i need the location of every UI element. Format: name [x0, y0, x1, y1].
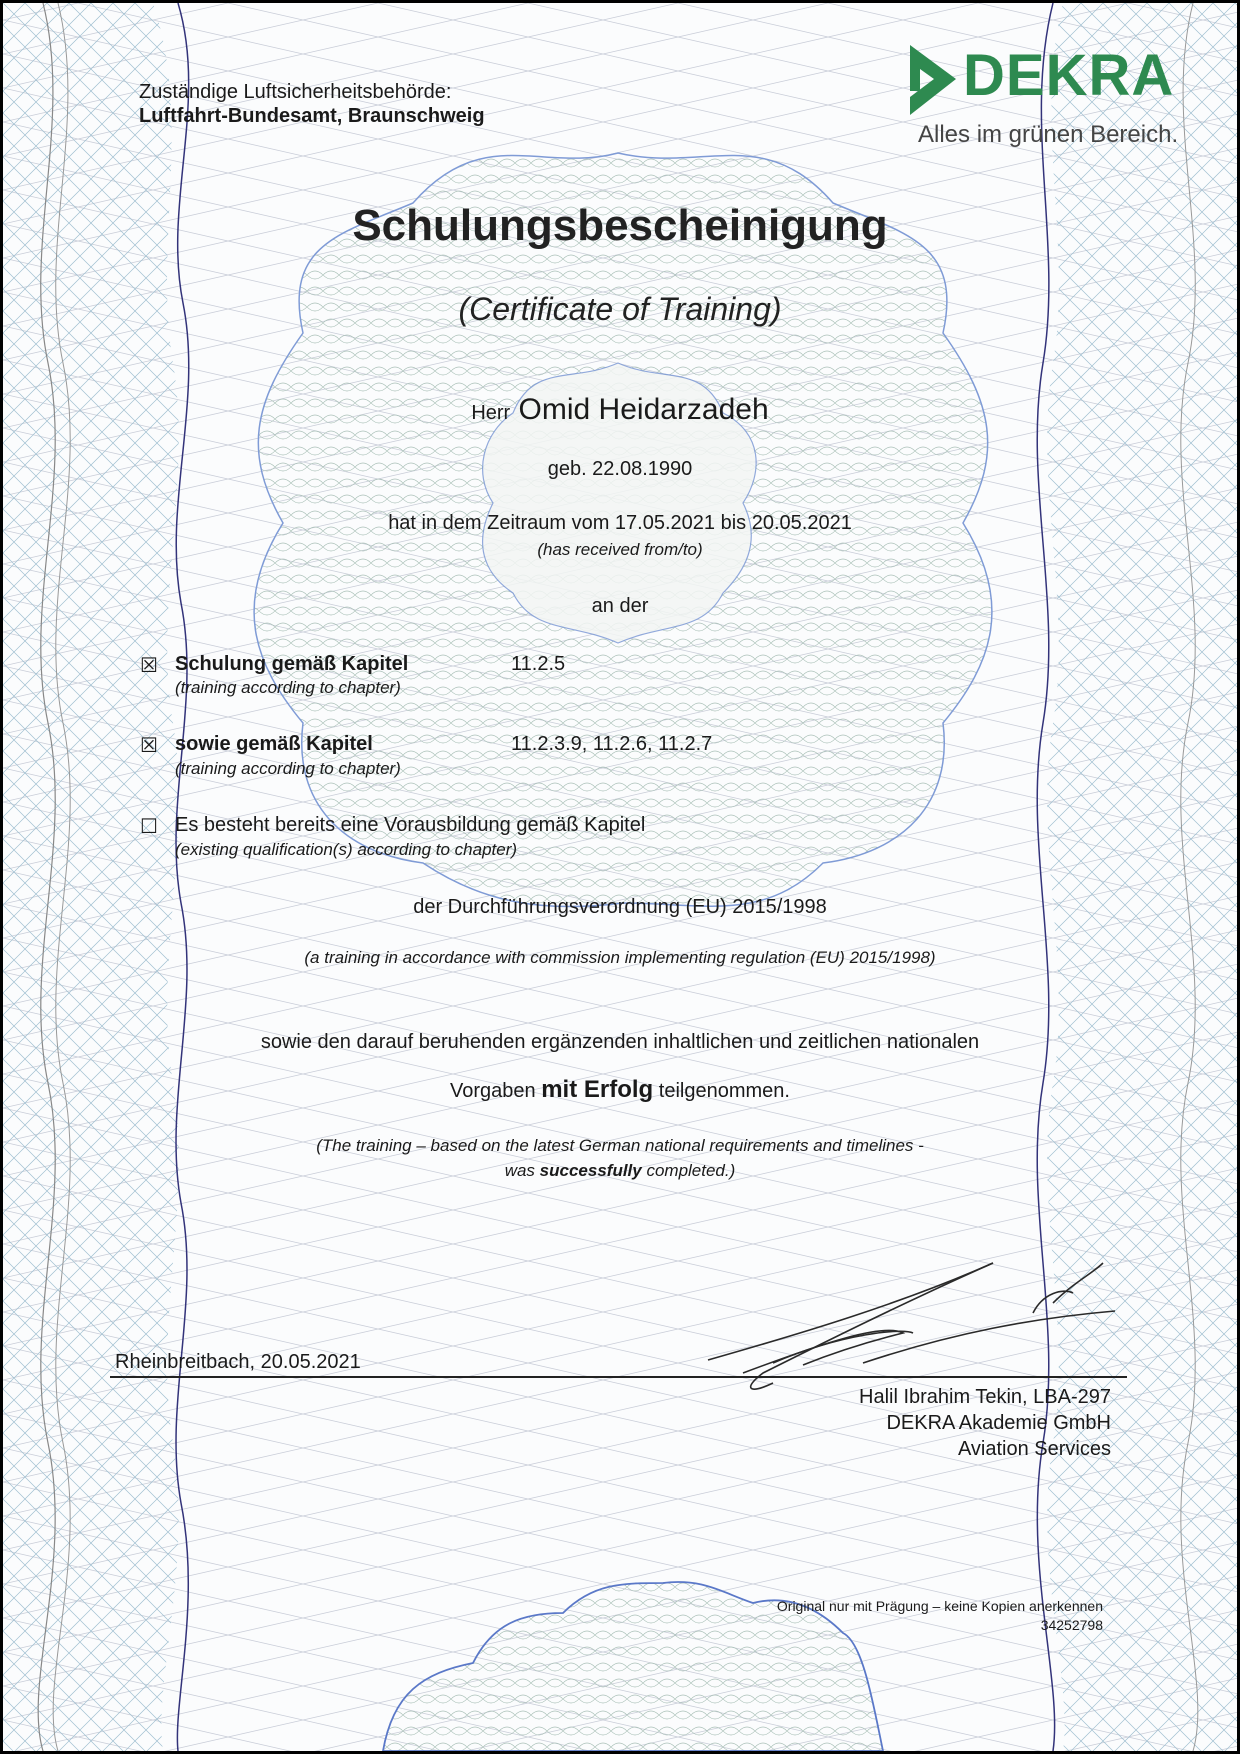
national-line-2: [3, 1076, 1237, 1104]
checkbox-vorausbildung: ☐: [140, 816, 158, 838]
authority-block: [139, 80, 485, 128]
recipient-salutation: Herr: [471, 402, 511, 424]
checkbox-sowie: ☒: [140, 735, 158, 757]
item-sowie-label: sowie gemäß Kapitel: [175, 733, 373, 755]
national-translation-1: (The training – based on the latest German national requirements and timelines -: [316, 1136, 924, 1155]
national-translation-2-bold: successfully: [539, 1161, 642, 1180]
authority-name: [139, 104, 485, 128]
training-period: hat in dem Zeitraum vom 17.05.2021 bis 20.05.2021: [388, 512, 852, 534]
item-schulung-label: Schulung gemäß Kapitel: [175, 653, 409, 675]
signature-line: [110, 1376, 1127, 1378]
national-translation-2-pre: was: [504, 1161, 540, 1180]
dekra-logo: [908, 41, 1178, 151]
an-der-text: an der: [591, 595, 649, 617]
national-line-2-post: teilgenommen.: [653, 1080, 790, 1102]
recipient-name: Omid Heidarzadeh: [518, 393, 769, 426]
dekra-tagline: Alles im grünen Bereich.: [918, 121, 1179, 148]
recipient-dob: geb. 22.08.1990: [547, 458, 693, 480]
checkbox-schulung: ☒: [140, 655, 158, 677]
item-vorausbildung-label: Es besteht bereits eine Vorausbildung gemäß Kapitel: [175, 814, 646, 836]
regulation-text: der Durchführungsverordnung (EU) 2015/1998: [413, 896, 827, 918]
item-schulung-chapter: 11.2.5: [511, 653, 566, 675]
recipient-name-line: [3, 393, 1237, 427]
national-line-2-pre: Vorgaben: [450, 1080, 542, 1102]
document-number: 34252798: [1040, 1617, 1103, 1633]
national-translation-2: [3, 1161, 1237, 1181]
signer-name: Halil Ibrahim Tekin, LBA-297: [859, 1386, 1111, 1408]
left-border-pattern: [3, 3, 179, 1751]
signer-dept: Aviation Services: [957, 1438, 1111, 1460]
item-schulung-translation: (training according to chapter): [175, 678, 401, 697]
certificate-title: Schulungsbescheinigung: [352, 201, 888, 250]
certificate-page: [3, 3, 1237, 1751]
national-line-1: sowie den darauf beruhenden ergänzenden inhaltlichen und zeitlichen nationalen: [260, 1031, 980, 1053]
dekra-wordmark: DEKRA: [963, 43, 1175, 108]
national-line-2-bold: mit Erfolg: [541, 1076, 654, 1103]
authority-name-text: Luftfahrt-Bundesamt, Braunschweig: [139, 105, 485, 127]
authority-label: Zuständige Luftsicherheitsbehörde:: [139, 81, 452, 103]
right-border-pattern: [1047, 3, 1237, 1751]
guilloche-background: [3, 3, 1237, 1751]
footer-block: [777, 1597, 1103, 1635]
item-sowie-chapters: 11.2.3.9, 11.2.6, 11.2.7: [511, 733, 713, 755]
signer-block: [859, 1384, 1111, 1462]
training-period-translation: (has received from/to): [537, 540, 703, 559]
dekra-arrow-icon: [908, 45, 963, 117]
regulation-translation: (a training in accordance with commission implementing regulation (EU) 2015/1998): [304, 948, 936, 967]
item-vorausbildung-translation: (existing qualification(s) according to chapter): [175, 840, 518, 859]
signer-org: DEKRA Akademie GmbH: [886, 1412, 1111, 1434]
footer-notice: Original nur mit Prägung – keine Kopien anerkennen: [776, 1598, 1103, 1614]
certificate-subtitle: (Certificate of Training): [458, 291, 782, 327]
place-date: Rheinbreitbach, 20.05.2021: [115, 1351, 361, 1373]
national-translation-2-post: completed.): [641, 1161, 736, 1180]
item-sowie-translation: (training according to chapter): [175, 759, 401, 778]
